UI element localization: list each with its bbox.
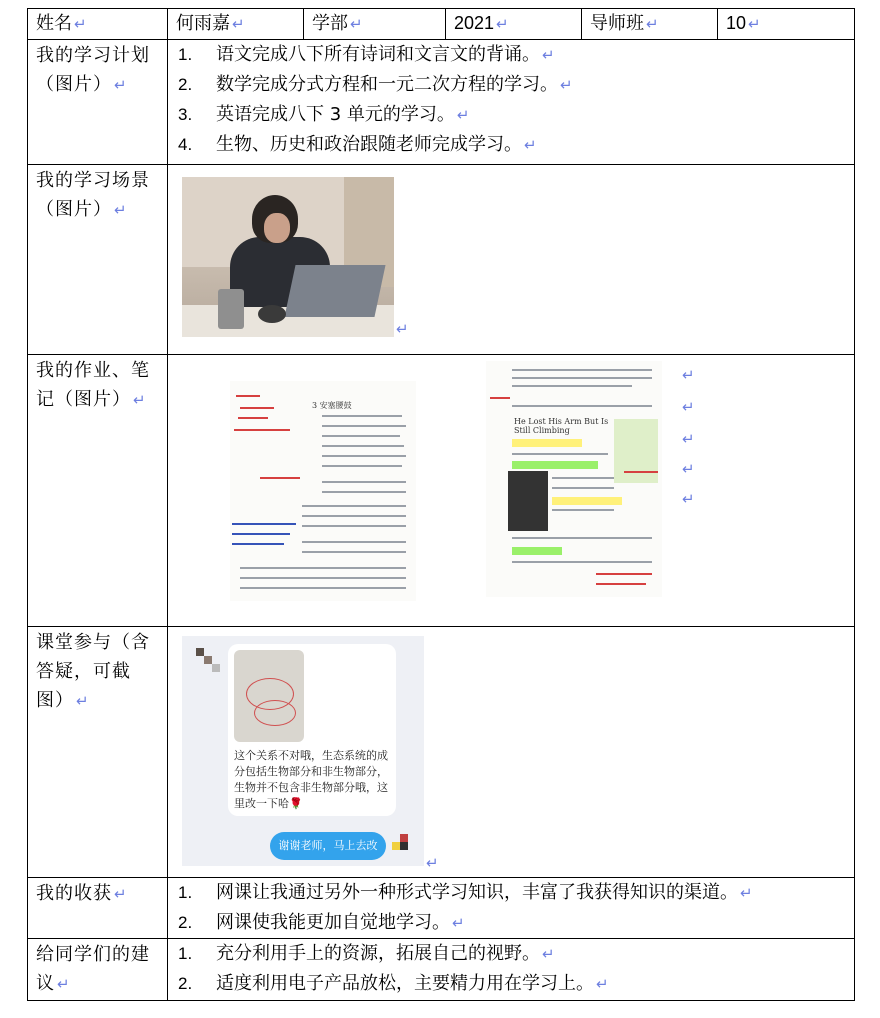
scene-label: 我的学习场景（图片） <box>36 170 150 220</box>
paragraph-return-icon: ↵ <box>682 490 695 508</box>
homework-content-cell <box>168 355 855 627</box>
paragraph-return-icon: ↵ <box>542 46 555 64</box>
paragraph-return-icon: ↵ <box>682 398 695 416</box>
gains-label: 我的收获 <box>36 883 112 904</box>
scene-content-cell <box>168 165 855 355</box>
dept-value: 2021 <box>454 13 495 33</box>
paragraph-return-icon: ↵ <box>524 136 537 154</box>
paragraph-return-icon: ↵ <box>114 76 128 94</box>
study-scene-photo <box>182 177 394 337</box>
plan-content-cell <box>168 40 855 165</box>
paragraph-return-icon: ↵ <box>542 945 555 963</box>
advice-label-cell <box>28 939 168 1001</box>
homework-label-cell <box>28 355 168 627</box>
advice-content-cell <box>168 939 855 1001</box>
paragraph-return-icon: ↵ <box>646 15 659 33</box>
list-item: 2. 数学完成分式方程和一元二次方程的学习。 ↵ <box>178 74 573 95</box>
paragraph-return-icon: ↵ <box>740 884 753 902</box>
plan-row <box>28 40 855 165</box>
dept-value-cell <box>446 9 582 40</box>
advice-label: 给同学们的建议 <box>36 944 150 994</box>
list-item: 3. 英语完成八下 3 单元的学习。 ↵ <box>178 104 470 125</box>
paragraph-return-icon: ↵ <box>57 975 71 993</box>
participation-content-cell <box>168 627 855 878</box>
english-homework-photo <box>486 361 662 597</box>
chinese-homework-photo <box>230 381 416 601</box>
class-label-cell <box>582 9 718 40</box>
name-label: 姓名 <box>36 13 72 34</box>
homework-row <box>28 355 855 627</box>
scene-label-cell <box>28 165 168 355</box>
paragraph-return-icon: ↵ <box>114 885 128 903</box>
paragraph-return-icon: ↵ <box>496 15 509 33</box>
plan-label: 我的学习计划（图片） <box>36 45 150 95</box>
paragraph-return-icon: ↵ <box>396 320 409 338</box>
paragraph-return-icon: ↵ <box>426 854 439 872</box>
dept-label: 学部 <box>312 13 348 34</box>
homework-label: 我的作业、笔记（图片） <box>36 360 150 410</box>
paragraph-return-icon: ↵ <box>452 914 465 932</box>
gains-content-cell <box>168 878 855 939</box>
plan-label-cell <box>28 40 168 165</box>
list-item: 1. 充分利用手上的资源，拓展自己的视野。 ↵ <box>178 943 555 964</box>
sheet2-title: He Lost His Arm But Is Still Climbing <box>514 417 609 435</box>
paragraph-return-icon: ↵ <box>74 15 87 33</box>
paragraph-return-icon: ↵ <box>560 76 573 94</box>
list-item: 1. 语文完成八下所有诗词和文言文的背诵。 ↵ <box>178 44 555 65</box>
paragraph-return-icon: ↵ <box>232 15 245 33</box>
student-avatar <box>392 834 416 858</box>
sheet1-title: 3 安塞腰鼓 <box>312 401 352 410</box>
advice-row <box>28 939 855 1001</box>
diagram-thumbnail <box>234 650 304 742</box>
paragraph-return-icon: ↵ <box>133 391 147 409</box>
teacher-avatar <box>192 644 222 674</box>
list-item: 1. 网课让我通过另外一种形式学习知识，丰富了我获得知识的渠道。 ↵ <box>178 882 753 903</box>
class-value: 10 <box>726 13 747 33</box>
paragraph-return-icon: ↵ <box>748 15 761 33</box>
participation-row <box>28 627 855 878</box>
name-value-cell <box>168 9 304 40</box>
student-reply-bubble: 谢谢老师，马上去改 <box>270 832 386 860</box>
class-label: 导师班 <box>590 13 644 34</box>
participation-label-cell <box>28 627 168 878</box>
paragraph-return-icon: ↵ <box>682 430 695 448</box>
advice-list <box>168 939 854 999</box>
teacher-message: 这个关系不对哦，生态系统的成分包括生物部分和非生物部分，生物并不包含非生物部分哦，这里改一下哈🌹 <box>234 749 388 810</box>
gains-label-cell <box>28 878 168 939</box>
name-label-cell <box>28 9 168 40</box>
paragraph-return-icon: ↵ <box>596 975 609 993</box>
plan-list <box>168 40 854 160</box>
paragraph-return-icon: ↵ <box>76 692 90 710</box>
name-value: 何雨嘉 <box>176 13 230 34</box>
paragraph-return-icon: ↵ <box>456 106 470 124</box>
paragraph-return-icon: ↵ <box>682 366 695 384</box>
gains-list <box>168 878 854 938</box>
list-item: 4. 生物、历史和政治跟随老师完成学习。 ↵ <box>178 134 537 155</box>
teacher-message-bubble <box>228 644 396 816</box>
gains-row <box>28 878 855 939</box>
list-item: 2. 网课使我能更加自觉地学习。 ↵ <box>178 912 465 933</box>
paragraph-return-icon: ↵ <box>350 15 363 33</box>
paragraph-return-icon: ↵ <box>682 460 695 478</box>
dept-label-cell <box>304 9 446 40</box>
participation-label: 课堂参与（含答疑，可截图） <box>36 632 150 711</box>
header-row <box>28 9 855 40</box>
class-value-cell <box>718 9 855 40</box>
qa-chat-screenshot <box>182 636 424 866</box>
list-item: 2. 适度利用电子产品放松，主要精力用在学习上。 ↵ <box>178 973 609 994</box>
scene-row <box>28 165 855 355</box>
paragraph-return-icon: ↵ <box>114 201 128 219</box>
study-report-table <box>27 8 855 1001</box>
